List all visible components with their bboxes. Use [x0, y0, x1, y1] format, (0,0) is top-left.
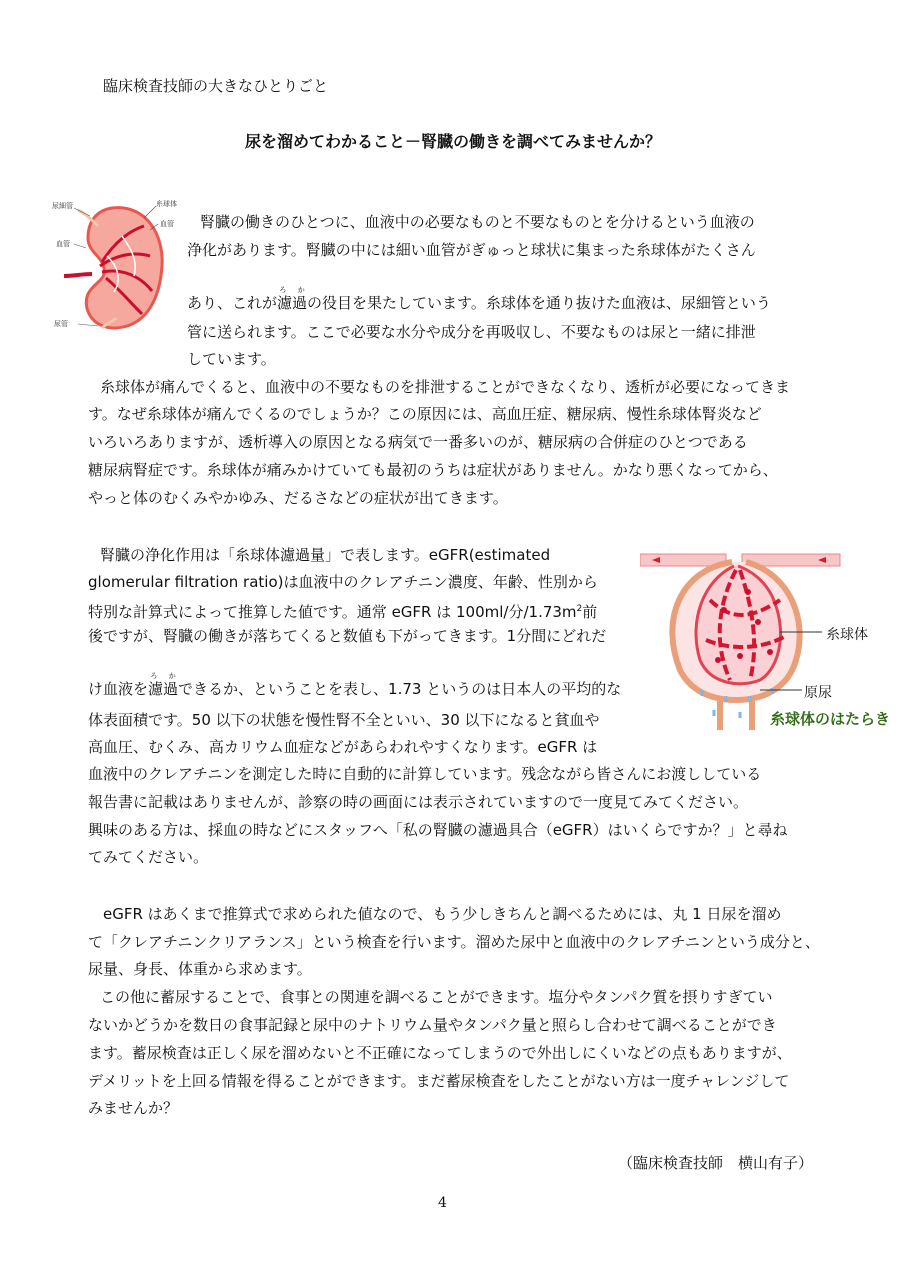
- p5-line-4: デメリットを上回る情報を得ることができます。まだ蓄尿検査をしたことがない方は一度チャレンジして: [88, 1072, 790, 1090]
- p4-line-2: て「クレアチニンクリアランス」という検査を行います。溜めた尿中と血液中のクレアチニンという成分と、: [88, 933, 820, 951]
- kidney-label-vessel-2: 血管: [56, 240, 70, 248]
- kidney-label-vessel-1: 血管: [160, 220, 174, 228]
- glomerulus-caption: 糸球体のはたらき: [770, 711, 891, 728]
- ruby-roka-2-reading-ro: ろ: [148, 672, 162, 680]
- p4-line-1: eGFR はあくまで推算式で求められた値なので、もう少しきちんと調べるためには、丸 1 日尿を溜め: [103, 905, 782, 923]
- kidney-illustration: [52, 196, 180, 336]
- p3-line-2: glomerular filtration ratio)は血液中のクレアチニン濃度、年齢、性別から: [88, 573, 598, 591]
- p5-line-3: ます。蓄尿検査は正しく尿を溜めないと不正確になってしまうので外出しにくいなどの点もありますが、: [88, 1044, 792, 1062]
- p3-line-6: 体表面積です。50 以下の状態を慢性腎不全といい、30 以下になると貧血や: [88, 711, 600, 729]
- p1-line-3-b: の役目を果たしています。糸球体を通り抜けた血液は、尿細管という: [307, 294, 771, 312]
- p1-line-1: 腎臓の働きのひとつに、血液中の必要なものと不要なものとを分けるという血液の: [200, 213, 755, 231]
- ruby-roka-2-base: 濾過: [148, 680, 179, 698]
- page-number: 4: [438, 1195, 447, 1211]
- p2-line-2: す。なぜ糸球体が痛んでくるのでしょうか？この原因には、高血圧症、糖尿病、慢性糸球体腎炎など: [88, 405, 762, 423]
- glomerulus-label: 糸球体: [826, 626, 868, 642]
- primary-urine-label: 原尿: [804, 684, 832, 700]
- p1-line-4: 管に送られます。ここで必要な水分や成分を再吸収し、不要なものは尿と一緒に排泄: [187, 323, 756, 341]
- series-title: 臨床検査技師の大きなひとりごと: [103, 77, 329, 95]
- glomerulus-figure: [640, 540, 900, 735]
- p3-line-11: てみてください。: [88, 848, 209, 866]
- kidney-label-tubule: 尿細管: [52, 202, 73, 210]
- p2-line-3: いろいろありますが、透析導入の原因となる病気で一番多いのが、糖尿病の合併症のひとつである: [88, 433, 748, 451]
- ruby-roka-1-reading-ka: か: [297, 286, 308, 294]
- ruby-roka-2: [148, 672, 179, 698]
- p5-line-1: この他に蓄尿することで、食事との関連を調べることができます。塩分やタンパク質を摂りすぎてい: [100, 988, 773, 1006]
- p1-line-2: 浄化があります。腎臓の中には細い血管がぎゅっと球状に集まった糸球体がたくさん: [187, 241, 756, 259]
- author-signature: （臨床検査技師 横山有子）: [617, 1154, 813, 1172]
- ruby-roka-1-base: 濾過: [277, 294, 308, 312]
- p1-line-3: [187, 286, 771, 313]
- p3-line-8: 血液中のクレアチニンを測定した時に自動的に計算しています。残念ながら皆さんにお渡ししている: [88, 765, 762, 783]
- p3-line-5: [88, 672, 621, 699]
- ruby-roka-1-reading-ro: ろ: [277, 286, 291, 294]
- p3-line-5-a: け血液を: [88, 680, 149, 698]
- p3-line-1: 腎臓の浄化作用は「糸球体濾過量」で表します。eGFR(estimated: [100, 546, 551, 564]
- p3-line-3: [88, 599, 597, 622]
- kidney-label-glomerulus: 糸球体: [156, 200, 177, 208]
- article-title: 尿を溜めてわかること－腎臓の働きを調べてみませんか？: [245, 132, 662, 151]
- p2-line-4: 糖尿病腎症です。糸球体が痛みかけていても最初のうちは症状がありません。かなり悪くなってから、: [88, 461, 778, 479]
- p3-line-9: 報告書に記載はありませんが、診察の時の画面には表示されていますので一度見てみてください。: [88, 793, 749, 811]
- ruby-roka-1: [277, 286, 308, 312]
- p3-line-7: 高血圧、むくみ、高カリウム血症などがあらわれやすくなります。eGFR は: [88, 738, 598, 756]
- p3-line-3-b: 前: [582, 603, 598, 621]
- p5-line-2: ないかどうかを数日の食事記録と尿中のナトリウム量やタンパク量と照らし合わせて調べることができ: [88, 1016, 777, 1034]
- p1-line-3-a: あり、これが: [187, 294, 278, 312]
- kidney-label-ureter: 尿管: [54, 320, 68, 328]
- p3-line-5-b: できるか、ということを表し、1.73 というのは日本人の平均的な: [178, 680, 622, 698]
- p3-line-10: 興味のある方は、採血の時などにスタッフへ「私の腎臓の濾過具合（eGFR）はいくらですか？」と尋ね: [88, 821, 788, 839]
- p4-line-3: 尿量、身長、体重から求めます。: [88, 960, 312, 978]
- p3-line-3-a: 特別な計算式によって推算した値です。通常 eGFR は 100ml/分/1.73m: [88, 603, 577, 621]
- p2-line-5: やっと体のむくみやかゆみ、だるさなどの症状が出てきます。: [88, 489, 508, 507]
- p1-line-5: しています。: [187, 350, 276, 368]
- p3-line-4: 後ですが、腎臓の働きが落ちてくると数値も下がってきます。1分間にどれだ: [88, 627, 607, 645]
- p2-line-1: 糸球体が痛んでくると、血液中の不要なものを排泄することができなくなり、透析が必要になってきま: [100, 378, 791, 396]
- ruby-roka-2-reading-ka: か: [168, 672, 179, 680]
- p3-superscript: 2: [576, 604, 583, 614]
- p5-line-5: みませんか？: [88, 1099, 179, 1117]
- kidney-figure: [52, 196, 180, 336]
